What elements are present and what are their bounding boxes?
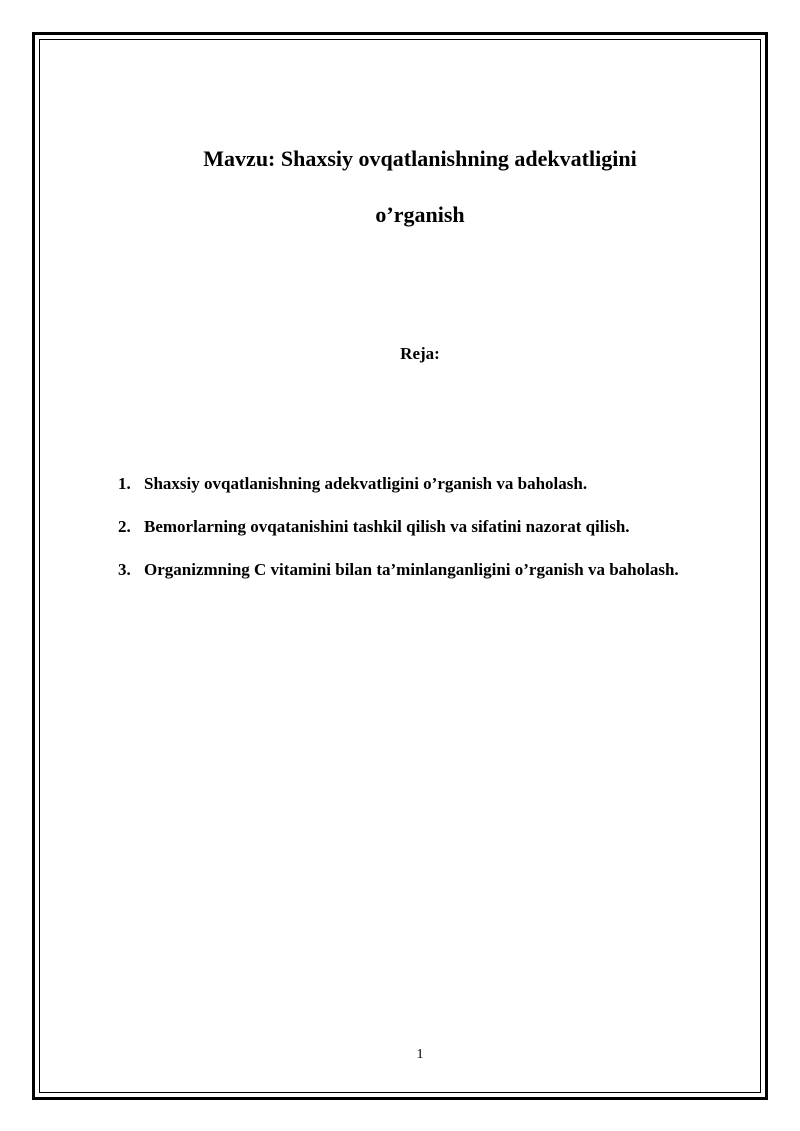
- plan-heading: Reja:: [400, 344, 440, 363]
- document-title-line-1: Mavzu: Shaxsiy ovqatlanishning adekvatligini: [203, 146, 637, 171]
- plan-item: [118, 560, 679, 603]
- plan-item-text: Shaxsiy ovqatlanishning adekvatligini o’rganish va baholash.: [144, 474, 588, 493]
- plan-item: [118, 517, 679, 560]
- plan-item: [118, 474, 679, 517]
- plan-item-number: 2.: [118, 517, 131, 536]
- plan-item-number: 1.: [118, 474, 131, 493]
- plan-item-text: Bemorlarning ovqatanishini tashkil qilish va sifatini nazorat qilish.: [144, 517, 630, 536]
- document-title-line-2: o’rganish: [375, 202, 465, 227]
- plan-item-number: 3.: [118, 560, 131, 579]
- plan-list: [118, 474, 679, 603]
- page-number: 1: [416, 1047, 424, 1062]
- plan-item-text: Organizmning C vitamini bilan ta’minlanganligini o’rganish va baholash.: [144, 560, 679, 579]
